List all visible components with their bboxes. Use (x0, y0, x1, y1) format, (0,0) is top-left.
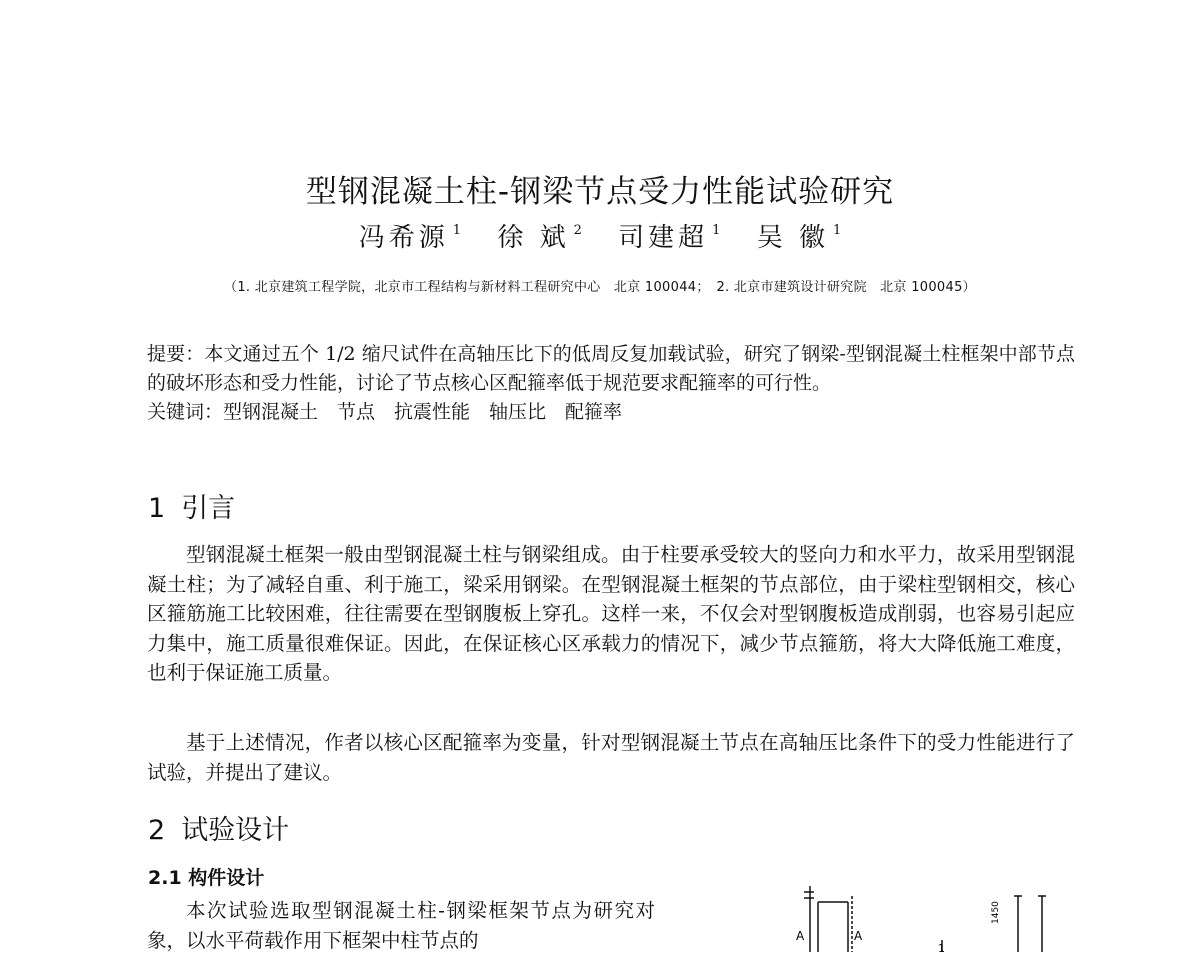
author-name: 司建超 (618, 223, 709, 253)
keywords (147, 398, 1075, 427)
intro-paragraph-2: 基于上述情况，作者以核心区配箍率为变量，针对型钢混凝土节点在高轴压比条件下的受力性能进行了试验，并提出了建议。 (147, 731, 1075, 784)
affiliation: （1. 北京建筑工程学院，北京市工程结构与新材料工程研究中心 北京 100044； 2. 北京市建筑设计研究院 北京 100045） (224, 280, 976, 295)
section-number: 2 (148, 815, 166, 846)
subsection-number: 2.1 (148, 867, 182, 889)
subsection-title: 构件设计 (188, 867, 265, 889)
paper-title: 型钢混凝土柱-钢梁节点受力性能试验研究 (305, 174, 895, 210)
figure-mark-1: 1 (938, 942, 945, 952)
author-list (0, 217, 1200, 254)
author (359, 223, 461, 253)
abstract-text: 本文通过五个 1/2 缩尺试件在高轴压比下的低周反复加载试验，研究了钢梁-型钢混凝土柱框架中部节点的破坏形态和受力性能，讨论了节点核心区配箍率低于规范要求配箍率的可行性。 (147, 343, 1075, 394)
section-mark-a-right: A (854, 929, 863, 943)
design-paragraph: 本次试验选取型钢混凝土柱-钢梁框架节点为研究对象，以水平荷载作用下框架中柱节点的 (147, 899, 655, 952)
author-affiliation-mark: 1 (452, 223, 462, 238)
section-title: 引言 (181, 493, 236, 524)
keywords-label: 关键词： (147, 401, 224, 423)
author-affiliation-mark: 1 (832, 223, 842, 238)
author-affiliation-mark: 2 (573, 223, 582, 238)
author (757, 223, 842, 253)
section-heading-design (148, 808, 289, 847)
dimension-label: 1450 (991, 901, 1001, 924)
author-name: 吴 徽 (756, 223, 829, 253)
author-name: 冯希源 (358, 223, 449, 253)
specimen-figure (790, 880, 1060, 952)
author-affiliation-mark: 1 (712, 223, 721, 238)
keywords-text: 型钢混凝土 节点 抗震性能 轴压比 配箍率 (223, 401, 623, 423)
author (497, 223, 582, 253)
section-heading-intro (148, 486, 235, 525)
subsection-heading (148, 863, 264, 890)
section-number: 1 (148, 493, 166, 524)
author (618, 223, 720, 253)
abstract-block (147, 340, 1075, 427)
section-title: 试验设计 (181, 815, 290, 846)
intro-paragraph-1: 型钢混凝土框架一般由型钢混凝土柱与钢梁组成。由于柱要承受较大的竖向力和水平力，故采用型钢混凝土柱；为了减轻自重、利于施工，梁采用钢梁。在型钢混凝土框架的节点部位，由于梁柱型钢相交，核心区箍筋施工比较困难，往往需要在型钢腹板上穿孔。这样一来，不仅会对型钢腹板造成削弱，也容易引起应力集中，施工质量很难保证。因此，在保证核心区承载力的情况下，减少节点箍筋，将大大降低施工难度，也利于保证施工质量。 (147, 543, 1075, 684)
author-name: 徐 斌 (497, 223, 570, 253)
abstract-label: 提要： (147, 343, 205, 365)
section-mark-a-left: A (796, 929, 805, 943)
abstract (147, 340, 1075, 398)
